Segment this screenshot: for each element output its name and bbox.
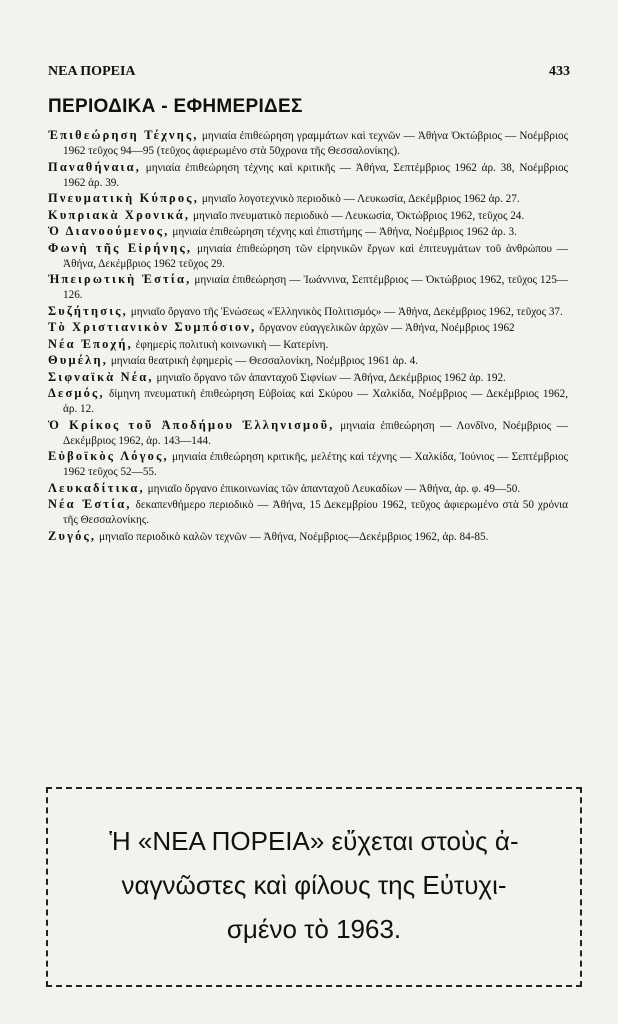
periodical-description: μηνιαία ἐπιθεώρηση τῶν εἰρηνικῶν ἔργων καὶ ἐπιτευγμάτων τοῦ ἀνθρώπου — Ἀθήνα, Δεκέμβριος 1962 τεῦχος 29.	[63, 242, 568, 270]
periodical-description: μηνιαία ἐπιθεώρηση — Λονδῖνο, Νοέμβριος — Δεκέμβριος 1962, ἀρ. 143—144.	[63, 419, 568, 447]
periodical-description: μηνιαῖο ὄργανο τῶν ἁπανταχοῦ Σιφνίων — Ἀθήνα, Δεκέμβριος 1962 ἀρ. 192.	[153, 371, 506, 384]
periodical-title: Ἠπειρωτικὴ Ἑστία,	[48, 272, 192, 286]
periodical-title: Κυπριακὰ Χρονικά,	[48, 207, 191, 222]
periodical-title: Εὐβοϊκὸς Λόγος,	[48, 449, 169, 463]
notice-text	[48, 819, 580, 951]
periodical-entry	[48, 128, 568, 159]
periodical-description: ὄργανον εὐαγγελικῶν ἀρχῶν — Ἀθήνα, Νοέμβριος 1962	[256, 322, 515, 334]
page-header	[48, 64, 570, 80]
periodical-title: Λευκαδίτικα,	[48, 480, 145, 495]
periodical-title: Σιφναϊκὰ Νέα,	[48, 369, 154, 384]
periodical-entry	[48, 353, 568, 369]
periodical-description: μηνιαία ἐπιθεώρηση κριτικῆς, μελέτης καὶ τέχνης — Χαλκίδα, Ἰούνιος — Σεπτέμβριος 1962 τεῦχος 52—55.	[63, 451, 568, 478]
periodical-title: Ζυγός,	[48, 528, 97, 543]
periodical-description: μηνιαία ἐπιθεώρηση τέχνης καὶ κριτικῆς — Ἀθήνα, Σεπτέμβριος 1962 ἀρ. 38, Νοέμβριος 1962 ἀρ. 39.	[63, 161, 568, 189]
periodical-description: μηνιαία ἐπιθεώρηση γραμμάτων καὶ τεχνῶν — Ἀθήνα Ὀκτώβριος — Νοέμβριος 1962 τεῦχος 94—95 (τεῦχος ἀφιερωμένο στὰ 50χρονα τῆς Θεσσαλονίκης).	[63, 130, 568, 157]
periodical-title: Πνευματικὴ Κύπρος,	[48, 191, 200, 205]
periodical-description: μηνιαία ἐπιθεώρηση — Ἰωάννινα, Σεπτέμβριος — Ὀκτώβριος 1962, τεῦχος 125—126.	[63, 274, 568, 301]
periodical-entry	[48, 160, 568, 191]
periodical-entry	[48, 370, 568, 386]
periodical-description: μηνιαία θεατρικὴ ἐφημερὶς — Θεσσαλονίκη, Νοέμβριος 1961 ἀρ. 4.	[108, 355, 418, 367]
notice-line: ναγνῶστες καὶ φίλους της Εὐτυχι-	[121, 870, 507, 900]
notice-line: Ἡ «ΝΕΑ ΠΟΡΕΙΑ» εὔχεται στοὺς ἀ-	[109, 826, 519, 856]
periodical-entry	[48, 208, 568, 224]
page-number: 433	[549, 64, 570, 79]
periodical-entry	[48, 418, 568, 449]
section-title: ΠΕΡΙΟΔΙΚΑ - ΕΦΗΜΕΡΙΔΕΣ	[48, 96, 303, 117]
periodical-entry	[48, 481, 568, 497]
periodical-description: μηνιαῖο ὄργανο τῆς Ἑνώσεως «Ἑλληνικὸς Πολιτισμός» — Ἀθήνα, Δεκέμβριος 1962, τεῦχος 37.	[127, 305, 563, 318]
periodical-title: Παναθήναια,	[48, 159, 142, 174]
periodical-title: Ἐπιθεώρηση Τέχνης,	[48, 128, 199, 142]
periodical-title: Ὁ Κρίκος τοῦ Ἀποδήμου Ἑλληνισμοῦ,	[48, 417, 335, 432]
periodical-title: Τὸ Χριστιανικὸν Συμπόσιον,	[48, 320, 257, 334]
periodical-title: Συζήτησις,	[48, 303, 128, 318]
periodical-entry	[48, 529, 568, 545]
periodical-title: Φωνὴ τῆς Εἰρήνης,	[48, 240, 193, 255]
periodical-entry	[48, 497, 568, 528]
periodical-description: μηνιαία ἐπιθεώρηση τέχνης καὶ ἐπιστήμης — Ἀθήνα, Νοέμβριος 1962 ἀρ. 3.	[169, 226, 517, 238]
running-title: ΝΕΑ ΠΟΡΕΙΑ	[48, 64, 136, 79]
periodical-entry	[48, 337, 568, 353]
periodical-entry	[48, 320, 568, 336]
periodical-description: μηνιαῖο περιοδικὸ καλῶν τεχνῶν — Ἀθήνα, Νοέμβριος—Δεκέμβριος 1962, ἀρ. 84-85.	[96, 530, 489, 543]
notice-line: σμένο τὸ 1963.	[226, 914, 402, 944]
periodical-entry	[48, 449, 568, 480]
periodical-title: Δεσμός,	[48, 386, 105, 400]
periodical-entry	[48, 191, 568, 207]
periodical-entry	[48, 241, 568, 272]
periodical-title: Νέα Ἑστία,	[48, 497, 132, 511]
periodical-description: δίμηνη πνευματικὴ ἐπιθεώρηση Εὐβοίας καὶ Σκύρου — Χαλκίδα, Νοέμβριος — Δεκέμβριος 1962, ἀρ. 12.	[63, 388, 568, 415]
periodical-entry	[48, 224, 568, 240]
periodical-title: Θυμέλη,	[48, 353, 109, 367]
periodical-description: δεκαπενθήμερο περιοδικὸ — Ἀθήνα, 15 Δεκεμβρίου 1962, τεῦχος ἀφιερωμένο στὰ 50 χρόνια τῆς Θεσσαλονίκης.	[63, 499, 568, 526]
periodicals-list	[48, 128, 568, 545]
periodical-entry	[48, 272, 568, 303]
periodical-entry	[48, 304, 568, 320]
new-year-notice-box	[46, 787, 582, 987]
periodical-description: μηνιαῖο ὄργανο ἐπικοινωνίας τῶν ἁπανταχοῦ Λευκαδίων — Ἀθήνα, ἀρ. φ. 49—50.	[144, 482, 521, 495]
periodical-entry	[48, 386, 568, 417]
periodical-title: Ὁ Διανοούμενος,	[48, 224, 170, 238]
periodical-title: Νέα Ἐποχή,	[48, 336, 133, 351]
periodical-description: μηνιαῖο πνευματικὸ περιοδικὸ — Λευκωσία, Ὀκτώβριος 1962, τεῦχος 24.	[190, 209, 525, 222]
periodical-description: ἐφημερὶς πολιτικὴ κοινωνικὴ — Κατερίνη.	[132, 338, 329, 351]
periodical-description: μηνιαῖο λογοτεχνικὸ περιοδικὸ — Λευκωσία, Δεκέμβριος 1962 ἀρ. 27.	[199, 193, 520, 205]
